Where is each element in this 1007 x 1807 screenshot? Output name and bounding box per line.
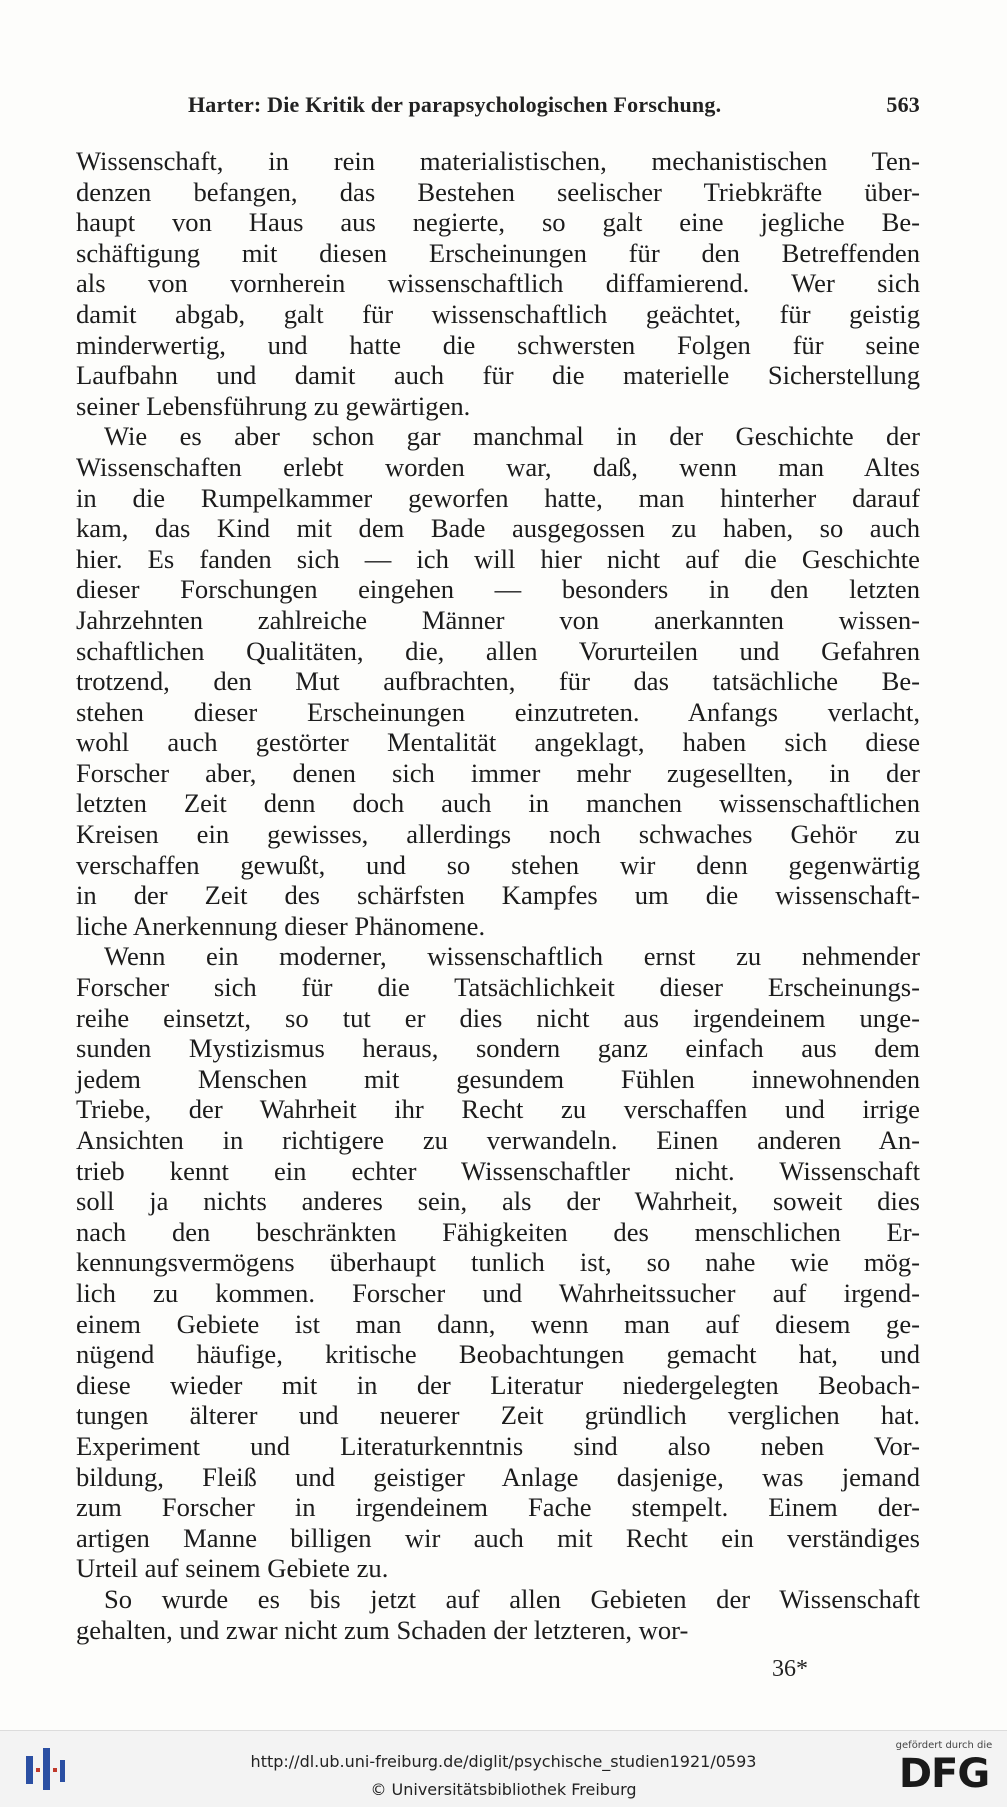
running-title: Harter: Die Kritik der parapsychologischen Forschung. bbox=[188, 92, 722, 117]
text-line: lich zu kommen. Forscher und Wahrheitssucher auf irgend- bbox=[76, 1277, 920, 1308]
text-line: verschaffen gewußt, und so stehen wir denn gegenwärtig bbox=[76, 849, 920, 880]
text-line: trotzend, den Mut aufbrachten, für das tatsächliche Be- bbox=[76, 666, 920, 697]
text-line: schäftigung mit diesen Erscheinungen für den Betreffenden bbox=[76, 237, 920, 268]
copyright-notice: © Universitätsbibliothek Freiburg bbox=[370, 1780, 637, 1799]
text-line: kennungsvermögens überhaupt tunlich ist, so nahe wie mög- bbox=[76, 1247, 920, 1278]
text-line: Urteil auf seinem Gebiete zu. bbox=[76, 1553, 389, 1584]
text-line: Wie es aber schon gar manchmal in der Geschichte der bbox=[104, 421, 920, 452]
text-line: Jahrzehnten zahlreiche Männer von anerkannten wissen- bbox=[76, 604, 920, 635]
text-line: Laufbahn und damit auch für die materielle Sicherstellung bbox=[76, 360, 920, 391]
text-line: haupt von Haus aus negierte, so galt eine jegliche Be- bbox=[76, 207, 920, 238]
text-line: einem Gebiete ist man dann, wenn man auf diesem ge- bbox=[76, 1308, 920, 1339]
text-line: Wenn ein moderner, wissenschaftlich ernst zu nehmender bbox=[104, 941, 920, 972]
text-line: diese wieder mit in der Literatur niedergelegten Beobach- bbox=[76, 1369, 920, 1400]
text-line: jedem Menschen mit gesundem Fühlen innewohnenden bbox=[76, 1063, 920, 1094]
text-line: nach den beschränkten Fähigkeiten des menschlichen Er- bbox=[76, 1216, 920, 1247]
text-line: damit abgab, galt für wissenschaftlich geächtet, für geistig bbox=[76, 298, 920, 329]
text-line: reihe einsetzt, so tut er dies nicht aus irgendeinem unge- bbox=[76, 1002, 920, 1033]
text-line: Ansichten in richtigere zu verwandeln. Einen anderen An- bbox=[76, 1125, 920, 1155]
running-header bbox=[188, 92, 920, 124]
text-line: hier. Es fanden sich — ich will hier nicht auf die Geschichte bbox=[76, 543, 920, 574]
text-line: nügend häufige, kritische Beobachtungen gemacht hat, und bbox=[76, 1339, 920, 1370]
text-line: seiner Lebensführung zu gewärtigen. bbox=[76, 390, 471, 421]
text-line: Forscher aber, denen sich immer mehr zugesellten, in der bbox=[76, 757, 920, 788]
text-line: als von vornherein wissenschaftlich diffamierend. Wer sich bbox=[76, 268, 920, 299]
signature-mark: 36* bbox=[772, 1656, 808, 1682]
dfg-wordmark: DFG bbox=[898, 1751, 990, 1797]
text-line: bildung, Fleiß und geistiger Anlage dasjenige, was jemand bbox=[76, 1461, 920, 1492]
text-line: in die Rumpelkammer geworfen hatte, man hinterher darauf bbox=[76, 482, 920, 513]
body-text bbox=[76, 146, 920, 1645]
dfg-logo-icon bbox=[890, 1740, 998, 1800]
text-line: schaftlichen Qualitäten, die, allen Vorurteilen und Gefahren bbox=[76, 635, 920, 666]
text-line: Experiment und Literaturkenntnis sind also neben Vor- bbox=[76, 1430, 920, 1461]
text-line: denzen befangen, das Bestehen seelischer Triebkräfte über- bbox=[76, 176, 920, 207]
text-line: Kreisen ein gewisses, allerdings noch schwaches Gehör zu bbox=[76, 819, 920, 850]
source-url-link[interactable]: http://dl.ub.uni-freiburg.de/diglit/psychische_studien1921/0593 bbox=[250, 1752, 757, 1771]
text-line: zum Forscher in irgendeinem Fache stempelt. Einem der- bbox=[76, 1492, 920, 1523]
text-line: minderwertig, und hatte die schwersten Folgen für seine bbox=[76, 329, 920, 360]
text-line: gehalten, und zwar nicht zum Schaden der letzteren, wor- bbox=[76, 1614, 689, 1645]
text-line: Forscher sich für die Tatsächlichkeit dieser Erscheinungs- bbox=[76, 972, 920, 1003]
text-line: dieser Forschungen eingehen — besonders in den letzten bbox=[76, 574, 920, 605]
text-line: Triebe, der Wahrheit ihr Recht zu verschaffen und irrige bbox=[76, 1094, 920, 1125]
text-line: letzten Zeit denn doch auch in manchen wissenschaftlichen bbox=[76, 788, 920, 819]
text-line: tungen älterer und neuerer Zeit gründlich verglichen hat. bbox=[76, 1400, 920, 1431]
text-line: soll ja nichts anderes sein, als der Wahrheit, soweit dies bbox=[76, 1186, 920, 1217]
text-line: wohl auch gestörter Mentalität angeklagt, haben sich diese bbox=[76, 727, 920, 758]
page-number: 563 bbox=[886, 92, 920, 117]
text-line: Wissenschaft, in rein materialistischen, mechanistischen Ten- bbox=[76, 146, 920, 176]
text-line: trieb kennt ein echter Wissenschaftler nicht. Wissenschaft bbox=[76, 1155, 920, 1186]
funding-note: gefördert durch die bbox=[895, 1740, 993, 1751]
text-line: Wissenschaften erlebt worden war, daß, wenn man Altes bbox=[76, 451, 920, 482]
text-line: sunden Mystizismus heraus, sondern ganz einfach aus dem bbox=[76, 1033, 920, 1064]
text-line: artigen Manne billigen wir auch mit Recht ein verständiges bbox=[76, 1522, 920, 1553]
text-line: in der Zeit des schärfsten Kampfes um die wissenschaft- bbox=[76, 880, 920, 911]
text-line: kam, das Kind mit dem Bade ausgegossen zu haben, so auch bbox=[76, 513, 920, 544]
text-line: stehen dieser Erscheinungen einzutreten. Anfangs verlacht, bbox=[76, 696, 920, 727]
text-line: liche Anerkennung dieser Phänomene. bbox=[76, 910, 486, 941]
text-line: So wurde es bis jetzt auf allen Gebieten der Wissenschaft bbox=[104, 1583, 920, 1614]
